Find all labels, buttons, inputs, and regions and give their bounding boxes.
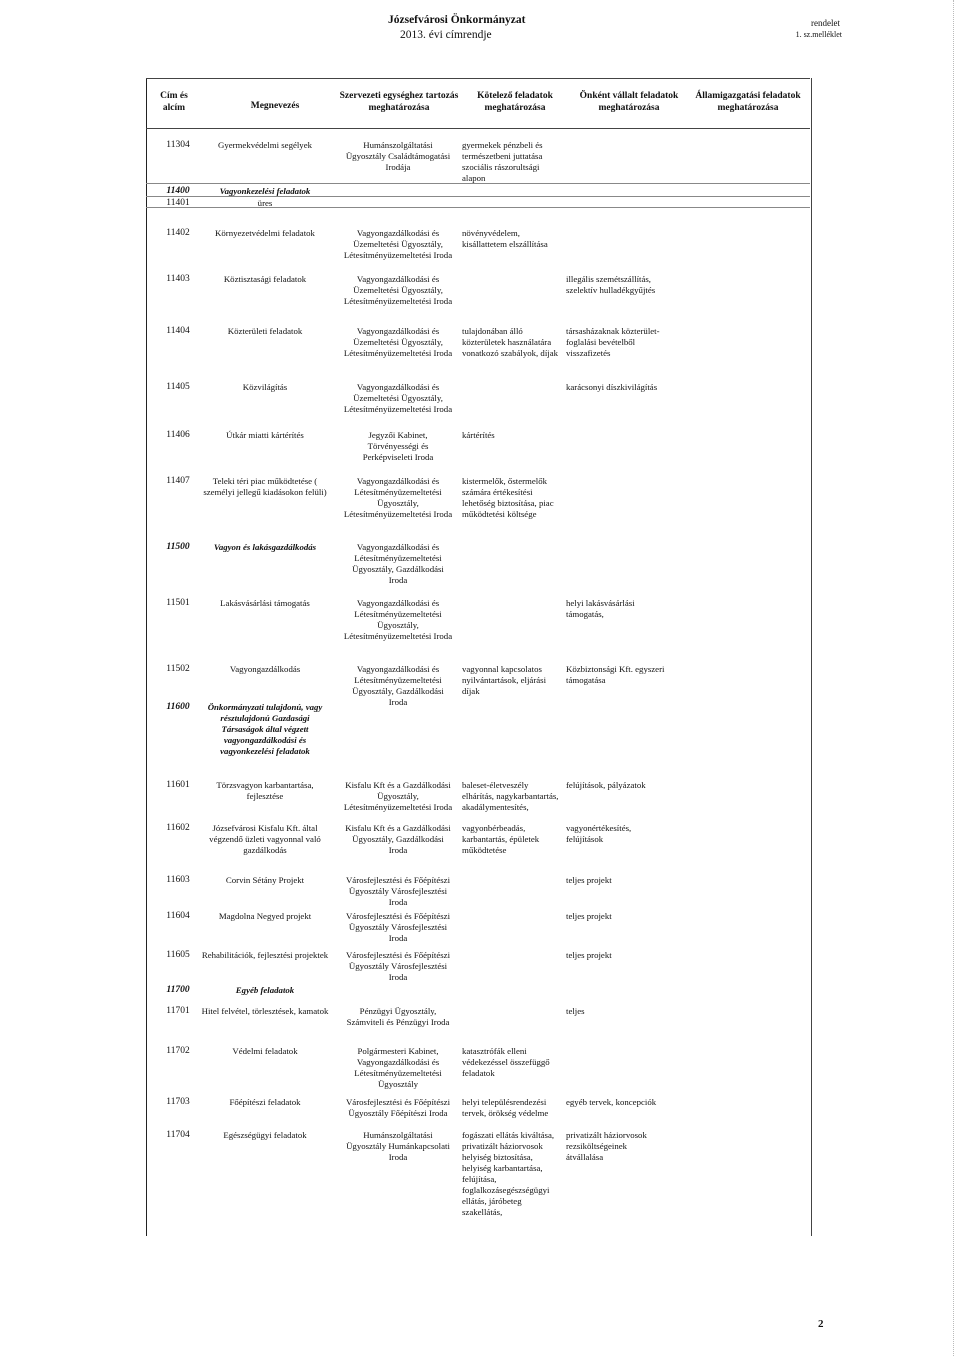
cell-name: Főépítészi feladatok: [229, 1097, 301, 1107]
cell-kot: vagyonbérbeadás, karbantartás, épületek működtetése: [462, 823, 540, 855]
cell-code: 11602: [166, 823, 190, 833]
cell-code: 11605: [166, 950, 190, 960]
cell-org: Jegyzői Kabinet, Törvényességi és Perképviseleti Iroda: [362, 430, 434, 462]
cell-kot: gyermekek pénzbeli és természetbeni juttatása szociális rászorultsági alapon: [462, 140, 543, 183]
cell-kot: tulajdonában álló közterületek használatára vonatkozó szabályok, díjak: [462, 326, 559, 358]
column-header-name: Megnevezés: [250, 101, 300, 111]
cell-org: Vagyongazdálkodási és Üzemeltetési Ügyosztály, Létesítményüzemeltetési Iroda: [343, 228, 453, 260]
cell-org: Vagyongazdálkodási és Létesítményüzemeltetési Ügyosztály, Gazdálkodási Iroda: [352, 542, 444, 585]
cell-onk: egyéb tervek, koncepciók: [566, 1097, 657, 1107]
scan-edge: [953, 0, 954, 1356]
cell-org: Vagyongazdálkodási és Üzemeltetési Ügyosztály, Létesítményüzemeltetési Iroda: [343, 382, 453, 414]
cell-code: 11500: [166, 542, 190, 552]
cell-name: Józsefvárosi Kisfalu Kft. által végzendő üzleti vagyonnal való gazdálkodás: [209, 823, 321, 855]
header-right-decree: rendelet: [811, 18, 840, 28]
cell-code: 11402: [166, 228, 190, 238]
cell-name: Magdolna Negyed projekt: [218, 911, 312, 921]
cell-code: 11400: [166, 186, 190, 196]
cell-org: Vagyongazdálkodási és Létesítményüzemeltetési Ügyosztály, Létesítményüzemeltetési Iroda: [343, 598, 453, 641]
cell-name: Teleki téri piac működtetése ( személyi jellegű kiadásokon felüli): [203, 476, 327, 497]
cell-org: Humánszolgáltatási Ügyosztály Családtámogatási Irodája: [345, 140, 451, 172]
column-header-voluntary: Önként vállalt feladatok meghatározása: [579, 91, 679, 113]
cell-onk: teljes projekt: [566, 950, 612, 960]
cell-name: Rehabilitációk, fejlesztési projektek: [201, 950, 329, 960]
cell-name: Vagyongazdálkodás: [229, 664, 301, 674]
cell-kot: baleset-életveszély elhárítás, nagykarbantartás, akadálymentesítés,: [462, 780, 559, 812]
cell-name: Útkár miatti kártérítés: [226, 430, 304, 440]
cell-onk: teljes projekt: [566, 911, 612, 921]
cell-code: 11404: [166, 326, 190, 336]
cell-org: Vagyongazdálkodási és Létesítményüzemeltetési Ügyosztály, Létesítményüzemeltetési Iroda: [343, 476, 453, 519]
cell-code: 11502: [166, 664, 190, 674]
cell-code: 11701: [166, 1006, 190, 1016]
cell-code: 11700: [166, 985, 190, 995]
cell-name: Hitel felvétel, törlesztések, kamatok: [201, 1006, 329, 1016]
column-header-unit: Szervezeti egységhez tartozás meghatározása: [339, 91, 459, 113]
cell-org: Városfejlesztési és Főépítészi Ügyosztály Főépítészi Iroda: [345, 1097, 451, 1118]
page-number: 2: [818, 1318, 824, 1330]
cell-kot: helyi településrendezési tervek, örökség védelme: [462, 1097, 549, 1118]
cell-name: Környezetvédelmi feladatok: [215, 228, 315, 238]
cell-name: Egészségügyi feladatok: [223, 1130, 307, 1140]
cell-name: Önkormányzati tulajdonú, vagy résztulajdonú Gazdasági Társaságok által végzett vagyongazdálkodási és vagyonkezelési feladatok: [207, 702, 323, 756]
cell-name: Vagyon és lakásgazdálkodás: [213, 542, 317, 552]
cell-name: Egyéb feladatok: [235, 985, 295, 995]
municipality-title: Józsefvárosi Önkormányzat: [388, 14, 526, 26]
cell-kot: kistermelők, őstermelők számára értékesítési lehetőség biztosítása, piac működtetési költsége: [462, 476, 554, 519]
cell-name: Corvin Sétány Projekt: [225, 875, 305, 885]
cell-name: Védelmi feladatok: [232, 1046, 298, 1056]
cell-org: Városfejlesztési és Főépítészi Ügyosztály Városfejlesztési Iroda: [345, 911, 451, 943]
cell-code: 11603: [166, 875, 190, 885]
cell-onk: karácsonyi díszkivilágítás: [566, 382, 658, 392]
cell-name: Lakásvásárlási támogatás: [220, 598, 310, 608]
cell-onk: felújítások, pályázatok: [566, 780, 646, 790]
cell-onk: Közbiztonsági Kft. egyszeri támogatása: [566, 664, 665, 685]
column-header-mandatory: Kötelező feladatok meghatározása: [477, 91, 553, 113]
cell-org: Kisfalu Kft és a Gazdálkodási Ügyosztály, Gazdálkodási Iroda: [345, 823, 451, 855]
cell-org: Pénzügyi Ügyosztály, Számviteli és Pénzügyi Iroda: [346, 1006, 450, 1027]
table-top-rule: [146, 78, 810, 79]
cell-kot: növényvédelem, kisállattetem elszállítása: [462, 228, 548, 249]
cell-kot: vagyonnal kapcsolatos nyilvántartások, eljárási díjak: [462, 664, 547, 696]
cell-code: 11405: [166, 382, 190, 392]
cell-onk: teljes: [566, 1006, 585, 1016]
cell-code: 11600: [166, 702, 190, 712]
cell-code: 11407: [166, 476, 190, 486]
cell-code: 11703: [166, 1097, 190, 1107]
cell-code: 11304: [166, 140, 190, 150]
cell-code: 11604: [166, 911, 190, 921]
cell-onk: vagyonértékesítés, felújítások: [566, 823, 632, 844]
cell-org: Kisfalu Kft és a Gazdálkodási Ügyosztály, Létesítményüzemeltetési Iroda: [343, 780, 453, 812]
cell-org: Humánszolgáltatási Ügyosztály Humánkapcsolati Iroda: [346, 1130, 450, 1162]
cell-onk: illegális szemétszállítás, szelektív hulladékgyűjtés: [566, 274, 656, 295]
cell-org: Vagyongazdálkodási és Létesítményüzemeltetési Ügyosztály, Gazdálkodási Iroda: [352, 664, 444, 707]
cell-org: Városfejlesztési és Főépítészi Ügyosztály Városfejlesztési Iroda: [345, 950, 451, 982]
header-right-annex: 1. sz.melléklet: [795, 30, 842, 39]
cell-code: 11702: [166, 1046, 190, 1056]
cell-name: Közvilágítás: [242, 382, 288, 392]
column-header-code: Cím és alcím: [160, 91, 188, 113]
cell-org: Városfejlesztési és Főépítészi Ügyosztály Városfejlesztési Iroda: [345, 875, 451, 907]
cell-name: Törzsvagyon karbantartása, fejlesztése: [216, 780, 314, 801]
cell-onk: privatizált háziorvosok rezsiköltségeinek átvállalása: [566, 1130, 647, 1162]
cell-code: 11704: [166, 1130, 190, 1140]
column-header-state: Államigazgatási feladatok meghatározása: [695, 91, 801, 113]
cell-kot: katasztrófák elleni védekezéssel összefüggő feladatok: [462, 1046, 550, 1078]
cell-name: Közterületi feladatok: [227, 326, 303, 336]
document-header: [0, 14, 960, 44]
cell-code: 11406: [166, 430, 190, 440]
cell-onk: helyi lakásvásárlási támogatás,: [566, 598, 635, 619]
cell-code: 11403: [166, 274, 190, 284]
document-subtitle: 2013. évi címrendje: [400, 29, 492, 41]
cell-code: 11501: [166, 598, 190, 608]
cell-onk: teljes projekt: [566, 875, 612, 885]
cell-onk: társasházaknak közterület- foglalási bevételből visszafizetés: [566, 326, 660, 358]
cell-name: üres: [257, 198, 273, 208]
cell-org: Vagyongazdálkodási és Üzemeltetési Ügyosztály, Létesítményüzemeltetési Iroda: [343, 326, 453, 358]
cell-org: Polgármesteri Kabinet, Vagyongazdálkodási és Létesítményüzemeltetési Ügyosztály: [354, 1046, 442, 1089]
table-header-rule: [146, 128, 810, 129]
cell-name: Köztisztasági feladatok: [223, 274, 307, 284]
cell-kot: kártérítés: [462, 430, 495, 440]
cell-kot: fogászati ellátás kiváltása, privatizált háziorvosok helyiség biztosítása, helyiség karbantartása, felújítása, foglalkozásegészségügyi ellátás, járóbeteg szakellátás,: [462, 1130, 555, 1217]
cell-name: Vagyonkezelési feladatok: [219, 186, 311, 196]
cell-code: 11601: [166, 780, 190, 790]
cell-org: Vagyongazdálkodási és Üzemeltetési Ügyosztály, Létesítményüzemeltetési Iroda: [343, 274, 453, 306]
cell-name: Gyermekvédelmi segélyek: [217, 140, 313, 150]
cell-code: 11401: [166, 198, 190, 208]
